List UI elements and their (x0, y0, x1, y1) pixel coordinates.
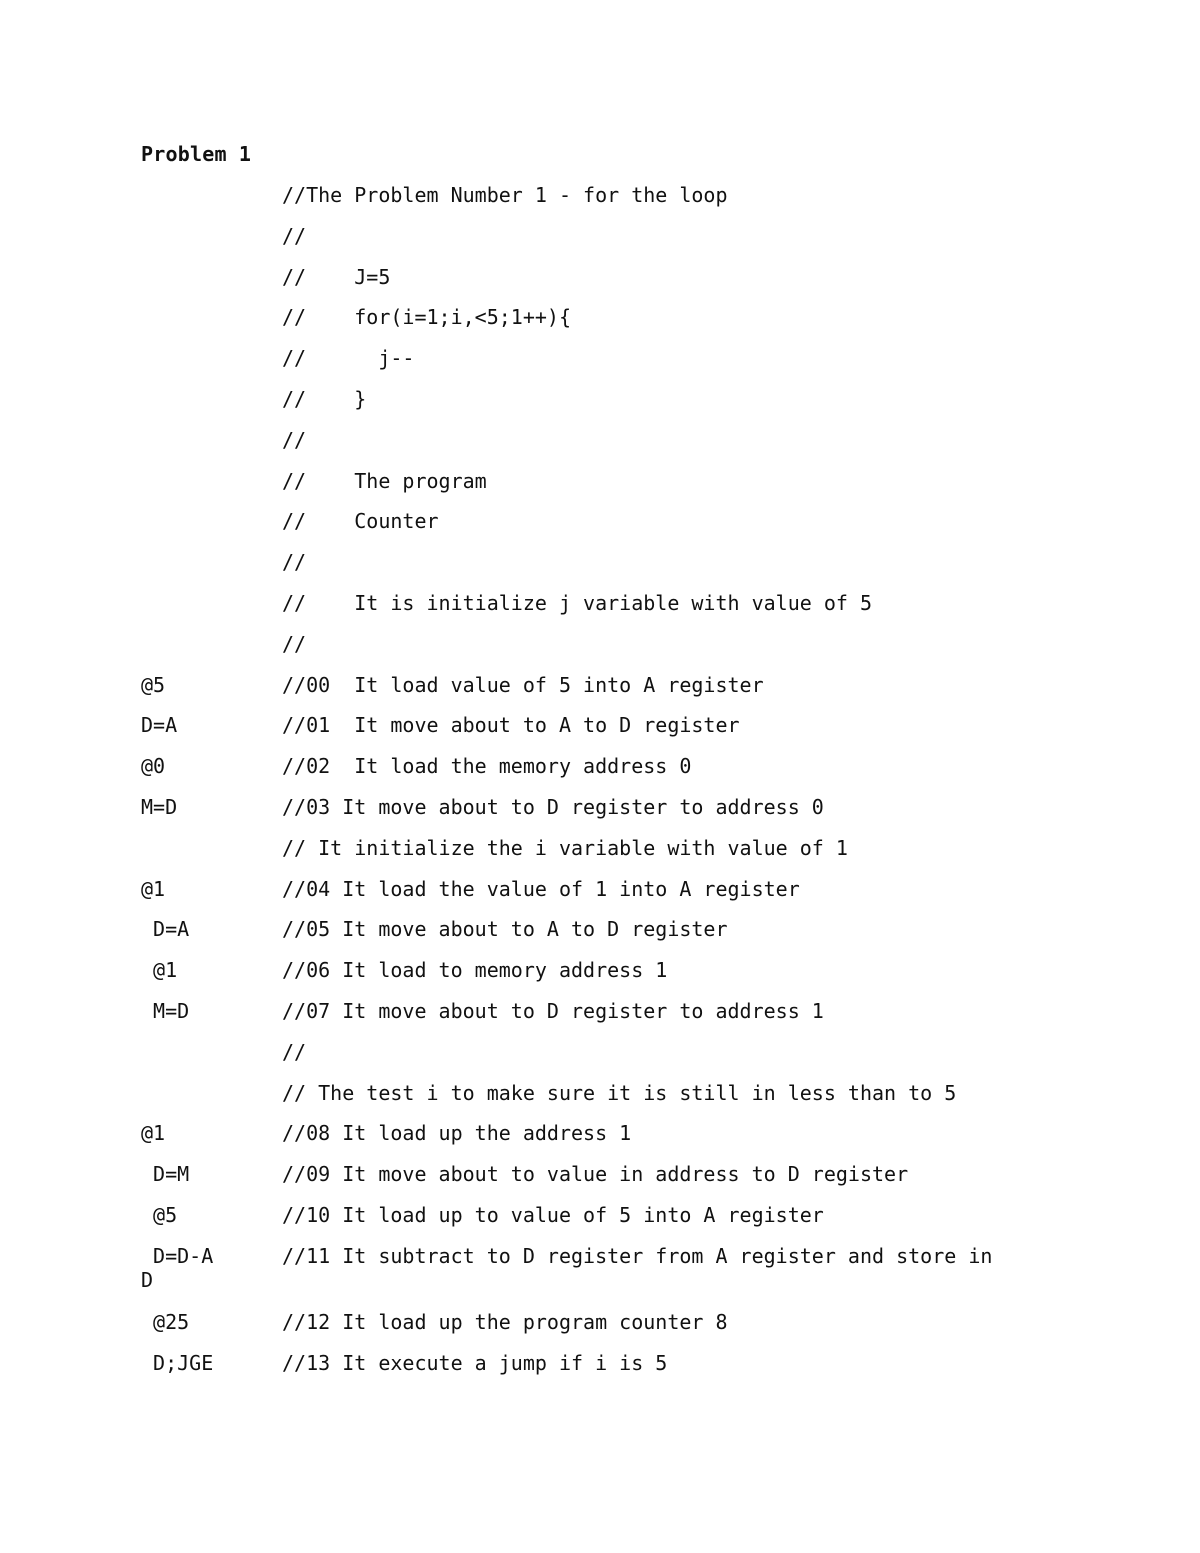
comment-text: //05 It move about to A to D register (282, 917, 728, 942)
comment-text: //08 It load up the address 1 (282, 1121, 632, 1146)
comment-text: // It initialize the i variable with value of 1 (282, 835, 848, 860)
comment-text: //01 It move about to A to D register (282, 713, 740, 738)
comment-text: //10 It load up to value of 5 into A register (282, 1202, 824, 1227)
comment-text: // for(i=1;i,<5;1++){ (282, 305, 571, 330)
code-line (141, 1200, 1101, 1241)
comment-text: // (282, 550, 307, 575)
code-line (141, 180, 1101, 221)
code-line (141, 996, 1101, 1037)
instruction-text: D=A (141, 713, 178, 738)
comment-text: //02 It load the memory address 0 (282, 754, 692, 779)
instruction-text: @5 (141, 672, 166, 697)
instruction-text: D=D-A (141, 1243, 214, 1268)
comment-text: //The Problem Number 1 - for the loop (282, 183, 728, 207)
code-line (141, 506, 1101, 547)
comment-text: // (282, 223, 307, 248)
comment-text: // Counter (282, 509, 439, 534)
comment-text: //09 It move about to value in address to D register (282, 1162, 909, 1187)
code-line (141, 1159, 1101, 1200)
code-line (141, 384, 1101, 425)
comment-text: // The test i to make sure it is still in less than to 5 (282, 1080, 957, 1105)
code-line (141, 874, 1101, 915)
code-line (141, 1241, 1101, 1307)
code-line (141, 547, 1101, 588)
comment-text: // (282, 631, 307, 656)
comment-text: //12 It load up the program counter 8 (282, 1309, 728, 1334)
comment-text: // The program (282, 468, 487, 493)
comment-text: // j-- (282, 346, 415, 371)
code-line (141, 1037, 1101, 1078)
comment-text: // It is initialize j variable with value of 5 (282, 590, 873, 615)
code-line (141, 425, 1101, 466)
comment-text: //07 It move about to D register to address 1 (282, 998, 824, 1023)
comment-text: //03 It move about to D register to address 0 (282, 794, 824, 819)
comment-text: //06 It load to memory address 1 (282, 958, 668, 983)
comment-text: // (282, 427, 307, 452)
code-line (141, 1078, 1101, 1119)
code-line (141, 343, 1101, 384)
instruction-text: M=D (141, 794, 178, 819)
instruction-text: @1 (141, 958, 178, 983)
comment-text: //11 It subtract to D register from A register and store in (282, 1243, 993, 1268)
code-line (141, 1348, 1101, 1389)
code-line (141, 1307, 1101, 1348)
instruction-text: @1 (141, 1121, 166, 1146)
comment-text: //00 It load value of 5 into A register (282, 672, 764, 697)
code-line (141, 710, 1101, 751)
code-line (141, 670, 1101, 711)
instruction-text: D=A (141, 917, 190, 942)
wrapped-continuation-text: D (141, 1267, 154, 1292)
comment-text: // } (282, 386, 367, 411)
comment-text: //13 It execute a jump if i is 5 (282, 1350, 668, 1375)
instruction-text: @0 (141, 754, 166, 779)
instruction-text: M=D (141, 998, 190, 1023)
code-line (141, 1118, 1101, 1159)
code-line (141, 914, 1101, 955)
code-line (141, 588, 1101, 629)
problem-heading: Problem 1 (141, 142, 252, 166)
instruction-text: @1 (141, 876, 166, 901)
comment-text: //04 It load the value of 1 into A register (282, 876, 800, 901)
code-line (141, 466, 1101, 507)
code-line (141, 955, 1101, 996)
code-line (141, 792, 1101, 833)
instruction-text: D=M (141, 1162, 190, 1187)
code-line (141, 262, 1101, 303)
code-line (141, 629, 1101, 670)
comment-text: // (282, 1039, 307, 1064)
code-line (141, 221, 1101, 262)
instruction-text: @5 (141, 1202, 178, 1227)
assembly-code-block (141, 180, 1101, 1388)
code-line (141, 833, 1101, 874)
code-line (141, 751, 1101, 792)
instruction-text: @25 (141, 1309, 190, 1334)
comment-text: // J=5 (282, 264, 391, 289)
code-line (141, 302, 1101, 343)
instruction-text: D;JGE (141, 1350, 214, 1375)
